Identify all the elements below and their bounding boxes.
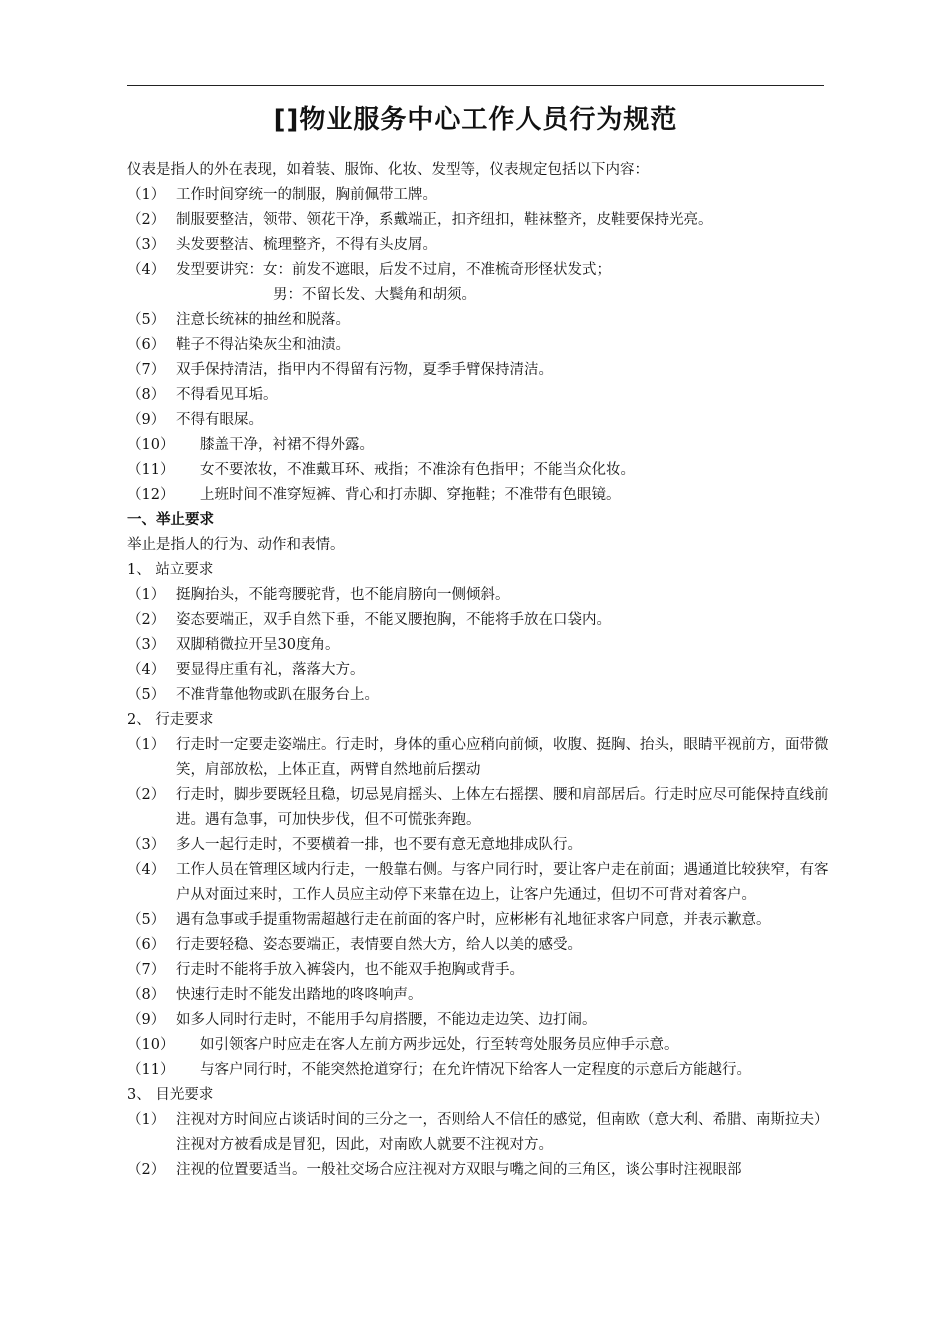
appearance-list [127, 183, 832, 508]
list-item [127, 1058, 832, 1083]
gaze-list [127, 1108, 832, 1183]
item-number: （4） [127, 662, 166, 678]
item-text: 注视的位置要适当。一般社交场合应注视对方双眼与嘴之间的三角区，谈公事时注视眼部 [176, 1162, 742, 1178]
item-text: 注视对方时间应占谈话时间的三分之一，否则给人不信任的感觉，但南欧（意大利、希腊、南斯拉夫）注视对方被看成是冒犯，因此，对南欧人就要不注视对方。 [176, 1112, 829, 1153]
item-number: （4） [127, 862, 166, 878]
item-text: 头发要整洁、梳理整齐，不得有头皮屑。 [176, 237, 437, 253]
standing-list [127, 583, 832, 708]
list-item [127, 433, 832, 458]
item-text: 膝盖干净，衬裙不得外露。 [200, 437, 374, 453]
list-item [127, 958, 832, 983]
item-text: 不准背靠他物或趴在服务台上。 [176, 687, 379, 703]
item-text: 发型要讲究：女：前发不遮眼，后发不过肩，不准梳奇形怪状发式； [176, 262, 611, 278]
item-text: 注意长统袜的抽丝和脱落。 [176, 312, 350, 328]
item-number: （1） [127, 1112, 166, 1128]
item-text: 多人一起行走时，不要横着一排，也不要有意无意地排成队行。 [176, 837, 582, 853]
document-body [127, 158, 832, 1183]
list-item [127, 458, 832, 483]
list-item [127, 833, 832, 858]
item-text: 工作人员在管理区域内行走，一般靠右侧。与客户同行时，要让客户走在前面；遇通道比较狭窄，有客户从对面过来时，工作人员应主动停下来靠在边上，让客户先通过，但切不可背对着客户。 [176, 862, 829, 903]
item-text: 要显得庄重有礼，落落大方。 [176, 662, 365, 678]
item-number: （1） [127, 587, 166, 603]
item-text: 与客户同行时，不能突然抢道穿行；在允许情况下给客人一定程度的示意后方能越行。 [200, 1062, 751, 1078]
list-item [127, 383, 832, 408]
list-item [127, 908, 832, 933]
list-item [127, 983, 832, 1008]
list-item [127, 358, 832, 383]
list-item [127, 258, 832, 283]
page-title: []物业服务中心工作人员行为规范 [273, 105, 678, 135]
item-number: （11） [127, 462, 175, 478]
item-number: （9） [127, 412, 166, 428]
list-item [127, 333, 832, 358]
item-text: 遇有急事或手提重物需超越行走在前面的客户时，应彬彬有礼地征求客户同意，并表示歉意。 [176, 912, 771, 928]
item-number: （11） [127, 1062, 175, 1078]
subsection-heading-gaze: 3、 目光要求 [127, 1087, 214, 1103]
item-text: 如多人同时行走时，不能用手勾肩搭腰，不能边走边笑、边打闹。 [176, 1012, 597, 1028]
item-text: 行走要轻稳、姿态要端正，表情要自然大方，给人以美的感受。 [176, 937, 582, 953]
list-item [127, 733, 832, 783]
list-item [127, 1008, 832, 1033]
item-number: （5） [127, 312, 166, 328]
subsection-heading-standing: 1、 站立要求 [127, 562, 214, 578]
item-number: （5） [127, 687, 166, 703]
item-text: 工作时间穿统一的制服，胸前佩带工牌。 [176, 187, 437, 203]
list-item [127, 308, 832, 333]
item-number: （8） [127, 987, 166, 1003]
header-rule [127, 85, 824, 86]
list-item [127, 608, 832, 633]
item-number: （10） [127, 1037, 175, 1053]
subsection-heading-walking: 2、 行走要求 [127, 712, 214, 728]
item-number: （3） [127, 837, 166, 853]
item-number: （2） [127, 612, 166, 628]
item-number: （3） [127, 237, 166, 253]
hair-male-line: 男：不留长发、大鬓角和胡须。 [273, 287, 476, 303]
list-item [127, 408, 832, 433]
list-item [127, 683, 832, 708]
item-text: 行走时不能将手放入裤袋内，也不能双手抱胸或背手。 [176, 962, 524, 978]
item-number: （7） [127, 962, 166, 978]
walking-list [127, 733, 832, 1083]
item-number: （6） [127, 937, 166, 953]
list-item [127, 1033, 832, 1058]
item-number: （10） [127, 437, 175, 453]
item-number: （12） [127, 487, 175, 503]
list-item [127, 1158, 832, 1183]
item-number: （1） [127, 737, 166, 753]
list-item [127, 1108, 832, 1158]
item-text: 双脚稍微拉开呈30度角。 [176, 637, 340, 653]
list-item [127, 633, 832, 658]
item-text: 快速行走时不能发出踏地的咚咚响声。 [176, 987, 423, 1003]
intro-paragraph: 仪表是指人的外在表现，如着装、服饰、化妆、发型等，仪表规定包括以下内容： [127, 162, 649, 178]
item-number: （6） [127, 337, 166, 353]
item-text: 行走时，脚步要既轻且稳，切忌晃肩摇头、上体左右摇摆、腰和肩部居后。行走时应尽可能保持直线前进。遇有急事，可加快步伐，但不可慌张奔跑。 [176, 787, 829, 828]
item-number: （9） [127, 1012, 166, 1028]
item-number: （7） [127, 362, 166, 378]
item-text: 姿态要端正，双手自然下垂，不能叉腰抱胸，不能将手放在口袋内。 [176, 612, 611, 628]
item-text: 双手保持清洁，指甲内不得留有污物，夏季手臂保持清洁。 [176, 362, 553, 378]
item-number: （8） [127, 387, 166, 403]
list-item [127, 783, 832, 833]
item-number: （1） [127, 187, 166, 203]
section-heading: 一、举止要求 [127, 512, 214, 528]
item-text: 不得看见耳垢。 [176, 387, 278, 403]
list-item [127, 933, 832, 958]
list-item [127, 233, 832, 258]
list-item [127, 208, 832, 233]
item-number: （2） [127, 212, 166, 228]
item-text: 如引领客户时应走在客人左前方两步远处，行至转弯处服务员应伸手示意。 [200, 1037, 679, 1053]
item-text: 行走时一定要走姿端庄。行走时，身体的重心应稍向前倾，收腹、挺胸、抬头，眼睛平视前方，面带微笑，肩部放松，上体正直，两臂自然地前后摆动 [176, 737, 829, 778]
item-text: 制服要整洁，领带、领花干净，系戴端正，扣齐纽扣，鞋袜整齐，皮鞋要保持光亮。 [176, 212, 713, 228]
section-intro: 举止是指人的行为、动作和表情。 [127, 537, 345, 553]
item-text: 挺胸抬头，不能弯腰驼背，也不能肩膀向一侧倾斜。 [176, 587, 510, 603]
item-text: 女不要浓妆，不准戴耳环、戒指；不准涂有色指甲；不能当众化妆。 [200, 462, 635, 478]
list-item [127, 583, 832, 608]
item-number: （5） [127, 912, 166, 928]
list-item [127, 183, 832, 208]
item-text: 鞋子不得沾染灰尘和油渍。 [176, 337, 350, 353]
item-number: （4） [127, 262, 166, 278]
list-item [127, 658, 832, 683]
item-number: （2） [127, 787, 166, 803]
list-item [127, 483, 832, 508]
item-number: （3） [127, 637, 166, 653]
list-item [127, 858, 832, 908]
item-number: （2） [127, 1162, 166, 1178]
item-text: 不得有眼屎。 [176, 412, 263, 428]
item-text: 上班时间不准穿短裤、背心和打赤脚、穿拖鞋；不准带有色眼镜。 [200, 487, 621, 503]
